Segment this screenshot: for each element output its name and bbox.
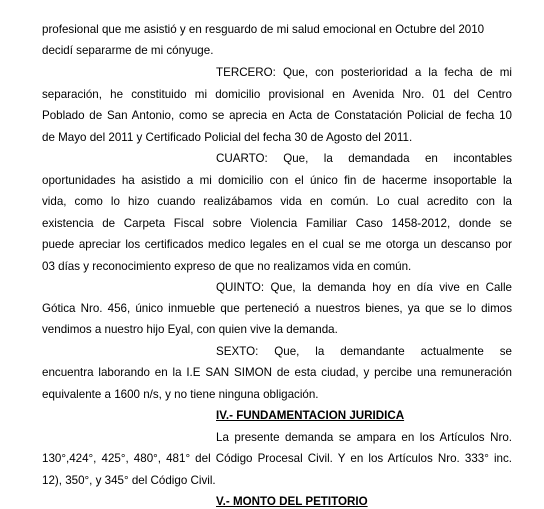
paragraph-line: 130°,424°, 425°, 480°, 481° del Código Procesal Civil. Y en los Artículos Nro. 333° inc. [42,452,512,465]
paragraph-line: separación, he constituido mi domicilio provisional en Avenida Nro. 01 del Centro [42,88,512,101]
paragraph-line: existencia de Carpeta Fiscal sobre Violencia Familiar Caso 1458-2012, donde se [42,217,512,230]
paragraph-line: oportunidades ha asistido a mi domicilio con el único fin de hacerme insoportable la [42,174,512,187]
paragraph-start-quinto: QUINTO: Que, la demanda hoy en día vive en Calle [216,281,512,294]
paragraph-line: vida, como lo hizo cuando realizábamos vida en común. Lo cual acredito con la [42,195,512,208]
paragraph-line: Gótica Nro. 456, único inmueble que perteneció a nuestros bienes, ya que se lo dimos [42,302,512,315]
paragraph-line: puede apreciar los certificados medico legales en el cual se me otorga un descanso por [42,238,512,251]
paragraph-line: encuentra laborando en la I.E SAN SIMON de esta ciudad, y percibe una remuneración [42,366,512,379]
section-heading-fundamentacion: IV.- FUNDAMENTACION JURIDICA [216,409,405,422]
paragraph-line: 12), 350°, y 345° del Código Civil. [42,474,216,487]
paragraph-line: Poblado de San Antonio, como se aprecia en Acta de Constatación Policial de fecha 10 [42,109,512,122]
paragraph-line: 03 días y reconocimiento expreso de que no realizamos vida en común. [42,260,412,273]
section-heading-monto: V.- MONTO DEL PETITORIO [216,495,368,508]
paragraph-line: vendimos a nuestro hijo Eyal, con quien vive la demanda. [42,323,338,336]
paragraph-line: de Mayo del 2011 y Certificado Policial del fecha 30 de Agosto del 2011. [42,131,413,144]
paragraph-line: decidí separarme de mi cónyuge. [42,44,214,57]
paragraph-start-cuarto: CUARTO: Que, la demandada en incontables [216,152,512,165]
paragraph-start-tercero: TERCERO: Que, con posterioridad a la fecha de mi [216,66,512,79]
paragraph-line: profesional que me asistió y en resguardo de mi salud emocional en Octubre del 2010 [42,23,485,36]
paragraph-start-sexto: SEXTO: Que, la demandante actualmente se [216,345,512,358]
paragraph-start-fundamentacion: La presente demanda se ampara en los Artículos Nro. [216,431,512,444]
paragraph-line: equivalente a 1600 n/s, y no tiene ninguna obligación. [42,388,319,401]
